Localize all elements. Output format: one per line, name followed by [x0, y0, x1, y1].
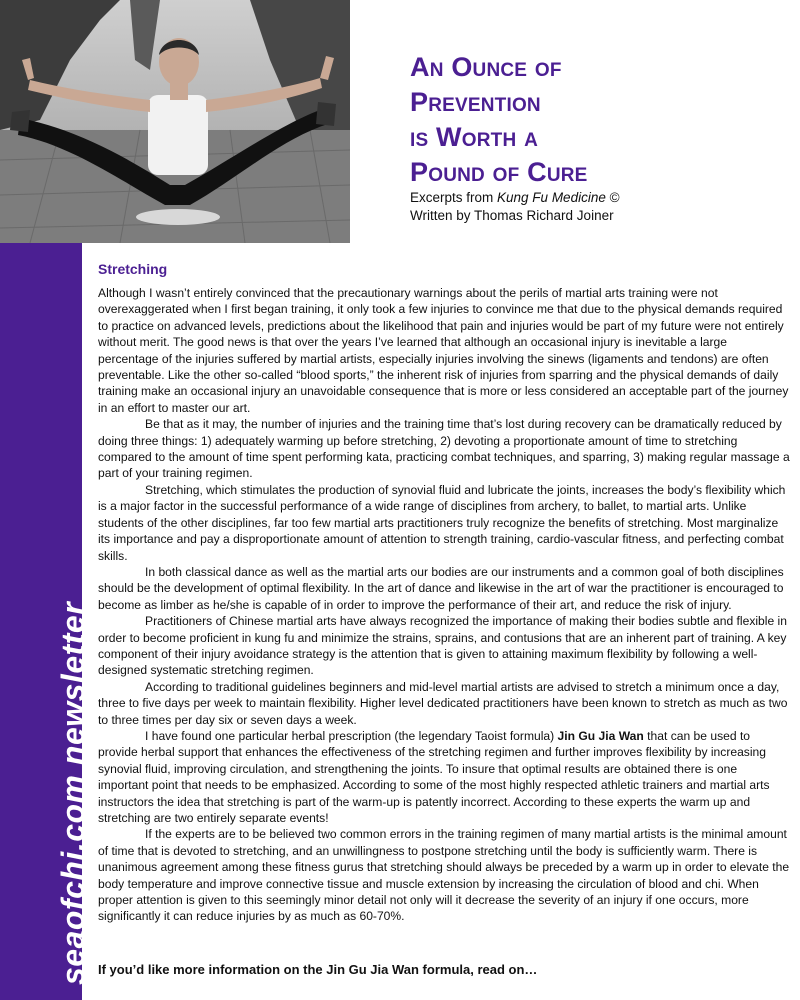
- section-heading: Stretching: [98, 261, 168, 277]
- article-body: [98, 261, 790, 925]
- paragraph: Practitioners of Chinese martial arts have always recognized the importance of making their bodies subtle and flexible in order to become proficient in kung fu and minimize the strains, sprains, and contusions that are an inherent part of training. A key component of their injury avoidance strategy is the attention that is given to attaining maximum flexibility by following a well-designed systematic stretching regimen.: [98, 614, 787, 678]
- book-title: Kung Fu Medicine: [497, 190, 606, 205]
- paragraph: In both classical dance as well as the martial arts our bodies are our instruments and a common goal of both disciplines should be the development of optimal flexibility. In the art of dance and likewise in the art of war the practitioner is encouraged to become as limber as he/she is capable of in order to improve the performance of their art, and reduce the risk of injury.: [98, 564, 784, 612]
- paragraph-herbal: [98, 728, 790, 826]
- newsletter-label: seaofchi.com newsletter: [55, 601, 91, 985]
- title-line: Prevention: [410, 87, 541, 118]
- author-line: Written by Thomas Richard Joiner: [410, 208, 614, 223]
- title-line: is Worth a: [410, 122, 538, 153]
- read-on-link[interactable]: If you’d like more information on the Jin Gu Jia Wan formula, read on…: [98, 962, 538, 977]
- herbal-text-before: I have found one particular herbal prescription (the legendary Taoist formula): [145, 728, 558, 743]
- excerpt-source: [410, 189, 620, 207]
- paragraph: If the experts are to be believed two common errors in the training regimen of many martial artists is the minimal amount of time that is devoted to stretching, and an unwillingness to postpone stretching until the body is sufficiently warm. There is unanimous agreement among these fitness gurus that stretching should always be preceded by a warm up in order to elevate the body temperature and improve connective tissue and muscle extension by increasing the circulation of blood and chi. When proper attention is given to this seemingly minor detail not only will it decrease the severity of an injury if one occurs, more significantly it can reduce injuries by as much as 60-70%.: [98, 827, 790, 924]
- title-line: An Ounce of: [410, 52, 562, 83]
- title-line: Pound of Cure: [410, 157, 588, 188]
- article-title: [410, 50, 790, 190]
- paragraph: According to traditional guidelines beginners and mid-level martial artists are advised to stretch a minimum once a day, three to five days per week to maintain flexibility. Higher level dedicated practitioners have been known to stretch as much as two to three times per day six or seven days a week.: [98, 679, 788, 727]
- paragraph: Stretching, which stimulates the production of synovial fluid and lubricate the joints, increases the body’s flexibility which is a major factor in the successful performance of a wide range of disciplines from archery, to ballet, to martial arts. Unlike students of the other disciplines, far too few martial arts practitioners truly recognize the benefits of stretching. Most marginalize its importance and pay a disproportionate amount of attention to strength training, cardio-vascular fitness, and perfecting combat skills.: [98, 482, 786, 563]
- photo-illustration: [0, 0, 350, 243]
- byline: [410, 189, 620, 225]
- excerpt-prefix: Excerpts from: [410, 190, 498, 205]
- paragraph: Be that as it may, the number of injuries and the training time that’s lost during recovery can be dramatically reduced by doing three things: 1) adequately warming up before stretching, 2) devoting a proportionate amount of time to stretching compared to the amount of time spent performing kata, practicing combat techniques, and sparring, 3) making regular massage a part of your training regimen.: [98, 417, 790, 481]
- copyright-mark: ©: [605, 190, 620, 205]
- formula-name: Jin Gu Jia Wan: [557, 728, 644, 743]
- man-stretching-photo: [0, 0, 350, 243]
- herbal-text-after: that can be used to provide herbal support that enhances the effectiveness of the stretching regimen and further improves flexibility by increasing synovial fluid, improving circulation, and strengthening the joints. To insure that optimal results are obtained there is one important point that needs to be emphasized. According to some of the most highly respected athletic trainers and martial arts instructors the idea that stretching is part of the warm-up is patently incorrect. According to these experts the warm up and stretching are two entirely separate events!: [98, 728, 770, 825]
- paragraph: Although I wasn’t entirely convinced that the precautionary warnings about the perils of martial arts training were not overexaggerated when I first began training, it only took a few injuries to convince me that due to the physical demands required to practice on advanced levels, predictions about the likelihood that pain and injuries would be part of my future were not entirely without merit. The good news is that over the years I’ve learned that although an occasional injury is inevitable a large percentage of the injuries suffered by martial artists, especially injuries involving the sinews (ligaments and tendons) are often preventable. Like the other so-called “blood sports,” the inherent risk of injuries from sparring and the physical demands of daily training make an occasional injury an unavoidable consequence that is more or less considered an acceptable part of the journey in an effort to master our art.: [98, 286, 789, 415]
